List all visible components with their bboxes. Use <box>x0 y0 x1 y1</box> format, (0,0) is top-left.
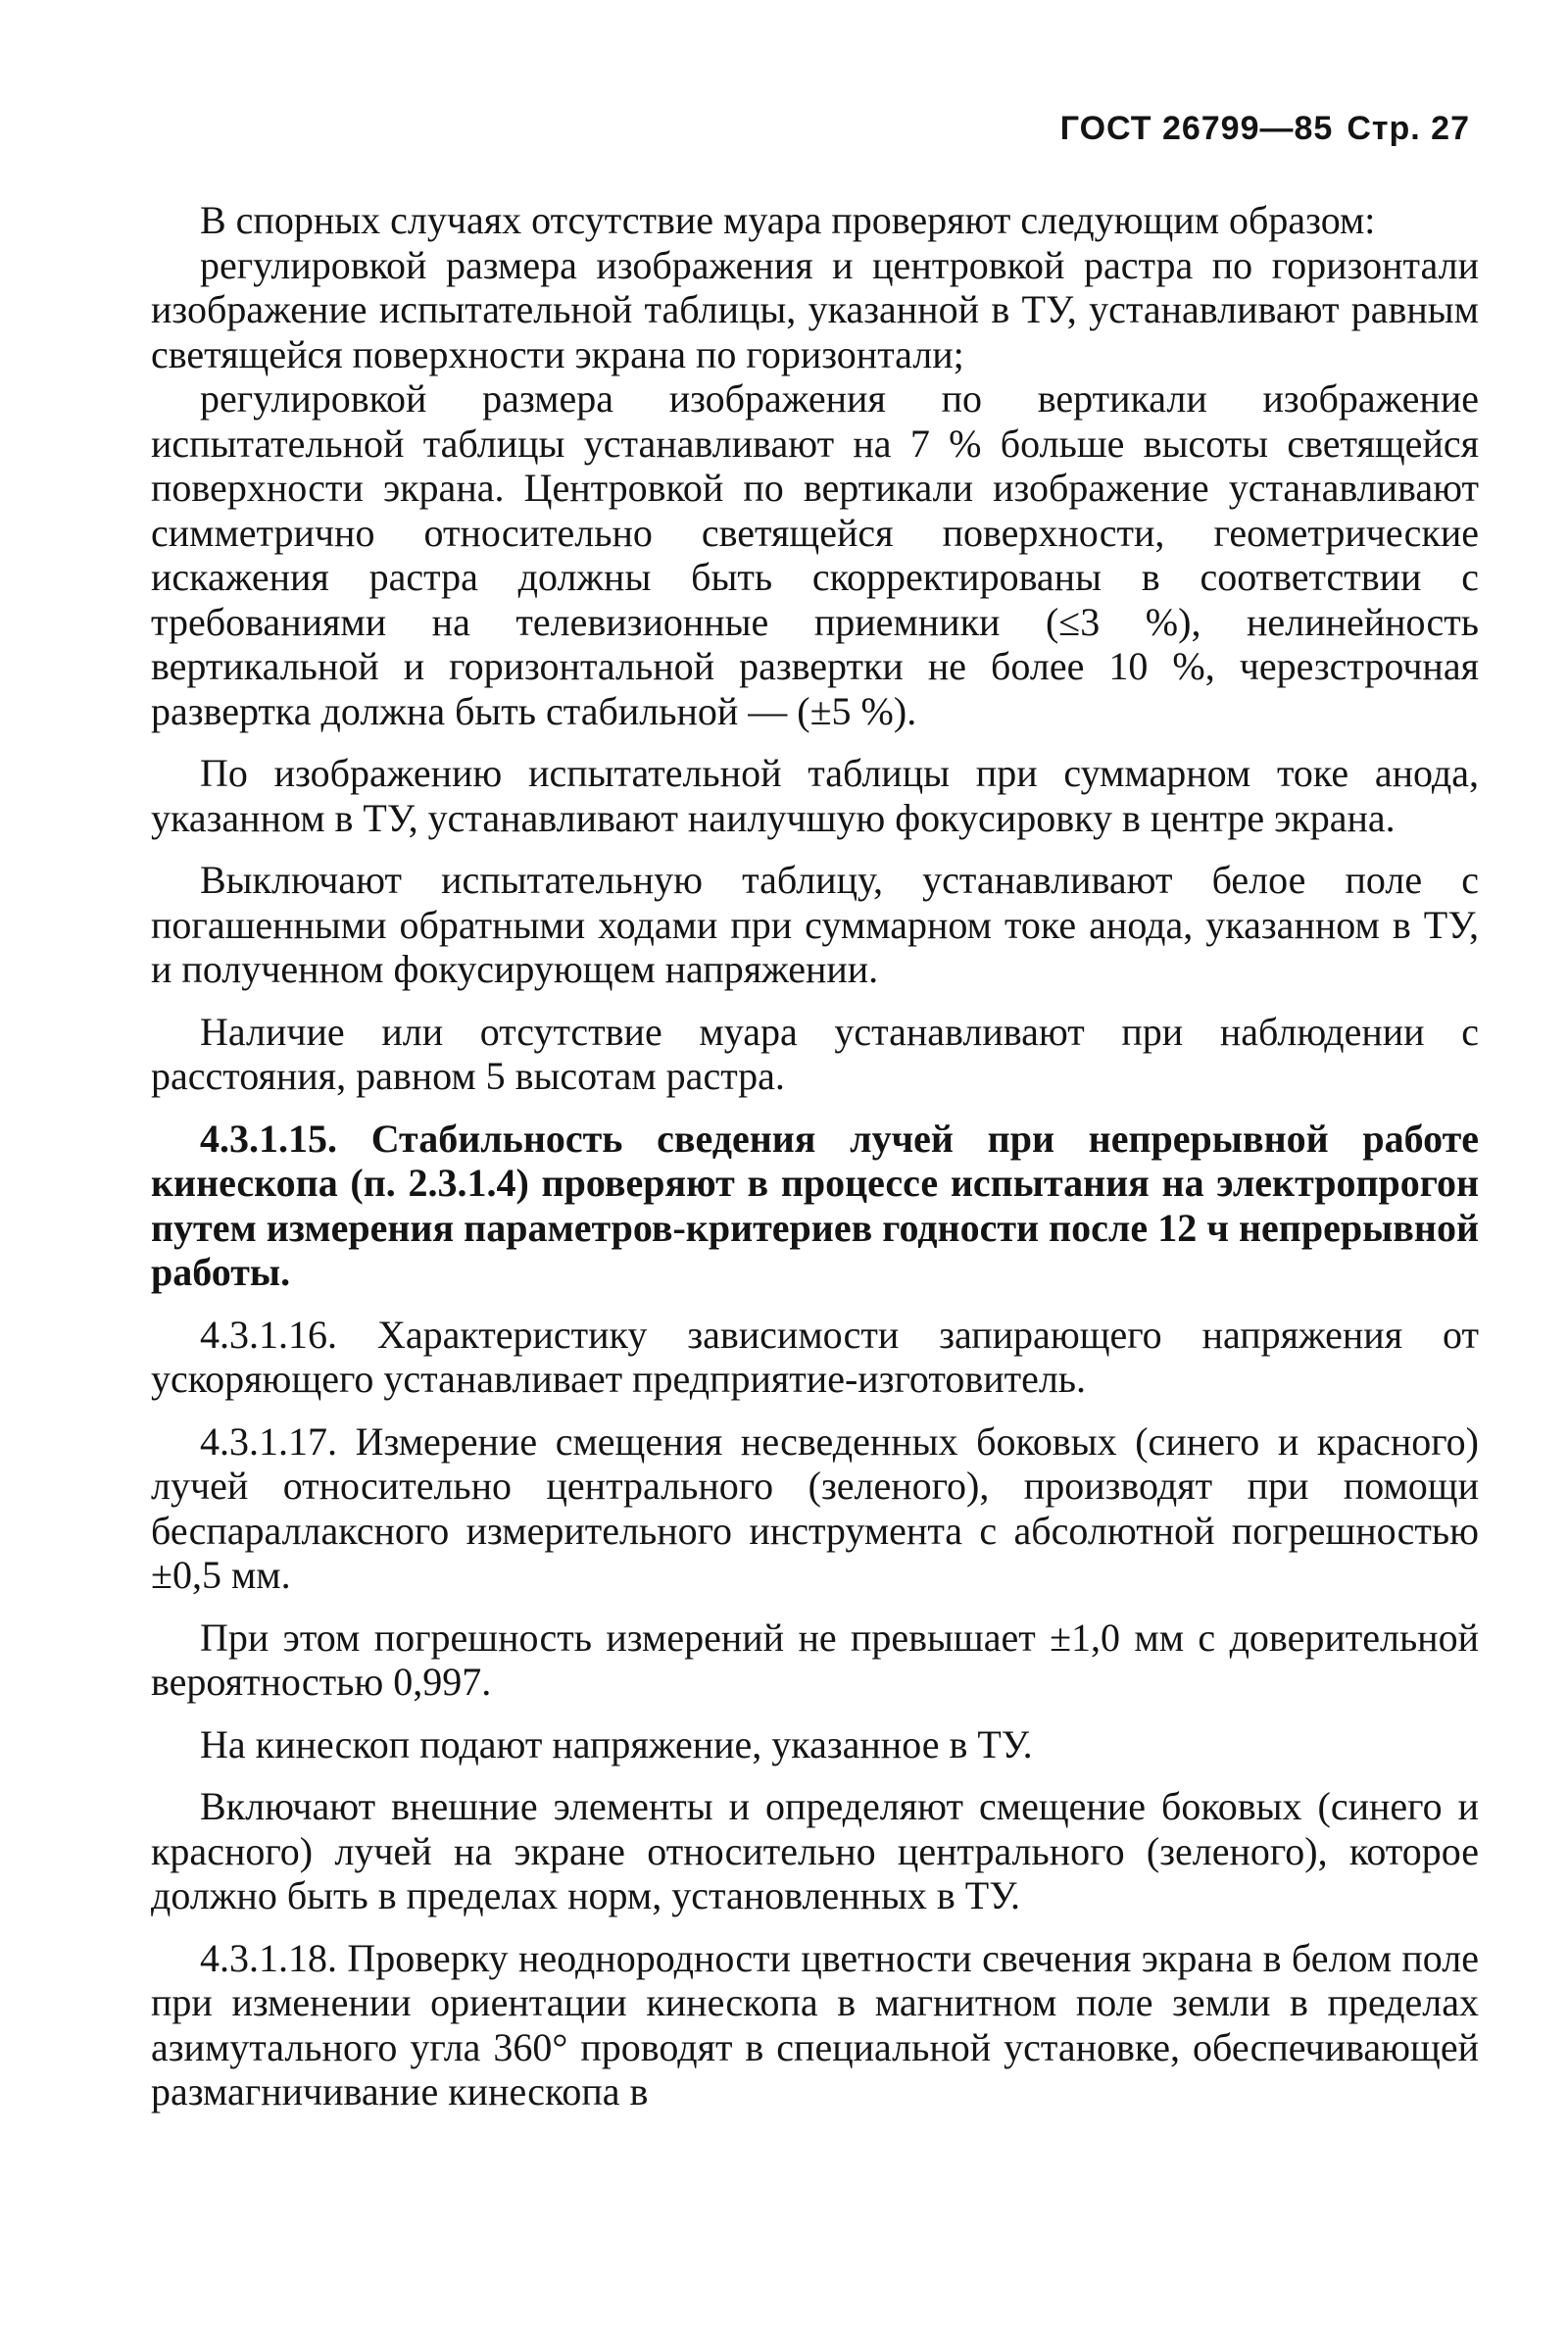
paragraph-horizontal-adjust: регулировкой размера изображения и центровкой растра по горизонтали изображение испытательной таблицы, указанной в ТУ, устанавливают равным светящейся поверхности экрана по горизонтали; <box>151 242 1479 376</box>
clause-4-3-1-16: 4.3.1.16. Характеристику зависимости запирающего напряжения от ускоряющего устанавливает предприятие-изготовитель. <box>151 1312 1479 1401</box>
page-number: Стр. 27 <box>1347 110 1470 147</box>
clause-4-3-1-15: 4.3.1.15. Стабильность сведения лучей при непрерывной работе кинескопа (п. 2.3.1.4) проверяют в процессе испытания на электропрогон путем измерения параметров-критериев годности после 12 ч непрерывной работы. <box>151 1116 1479 1294</box>
clause-4-3-1-18: 4.3.1.18. Проверку неоднородности цветности свечения экрана в белом поле при изменении ориентации кинескопа в магнитном поле земли в пределах азимутального угла 360° проводят в специальной установке, обеспечивающей размагничивание кинескопа в <box>151 1935 1479 2113</box>
paragraph-vertical-adjust: регулировкой размера изображения по вертикали изображение испытательной таблицы устанавливают на 7 % больше высоты светящейся поверхности экрана. Центровкой по вертикали изображение устанавливают симметрично относительно светящейся поверхности, геометрические искажения растра должны быть скорректированы в соответствии с требованиями на телевизионные приемники (≤3 %), нелинейность вертикальной и горизонтальной развертки не более 10 %, черезстрочная развертка должна быть стабильной — (±5 %). <box>151 376 1479 733</box>
standard-number: ГОСТ 26799—85 <box>1059 110 1334 147</box>
paragraph-measurement-error: При этом погрешность измерений не превышает ±1,0 мм с доверительной вероятностью 0,997. <box>151 1615 1479 1704</box>
paragraph-offset-measurement: Включают внешние элементы и определяют смещение боковых (синего и красного) лучей на экране относительно центрального (зеленого), которое должно быть в пределах норм, установленных в ТУ. <box>151 1784 1479 1917</box>
paragraph-moire-observation: Наличие или отсутствие муара устанавливают при наблюдении с расстояния, равном 5 высотам растра. <box>151 1009 1479 1098</box>
paragraph-focus: По изображению испытательной таблицы при суммарном токе анода, указанном в ТУ, устанавливают наилучшую фокусировку в центре экрана. <box>151 751 1479 840</box>
paragraph-voltage: На кинескоп подают напряжение, указанное в ТУ. <box>200 1721 1033 1766</box>
body-text <box>151 198 1479 2114</box>
paragraph-intro: В спорных случаях отсутствие муара проверяют следующим образом: <box>200 198 1376 242</box>
paragraph-white-field: Выключают испытательную таблицу, устанавливают белое поле с погашенными обратными ходами при суммарном токе анода, указанном в ТУ, и полученном фокусирующем напряжении. <box>151 858 1479 991</box>
clause-4-3-1-17: 4.3.1.17. Измерение смещения несведенных боковых (синего и красного) лучей относительно центрального (зеленого), производят при помощи беспараллаксного измерительного инструмента с абсолютной погрешностью ±0,5 мм. <box>151 1418 1479 1597</box>
running-header <box>1060 110 1470 148</box>
